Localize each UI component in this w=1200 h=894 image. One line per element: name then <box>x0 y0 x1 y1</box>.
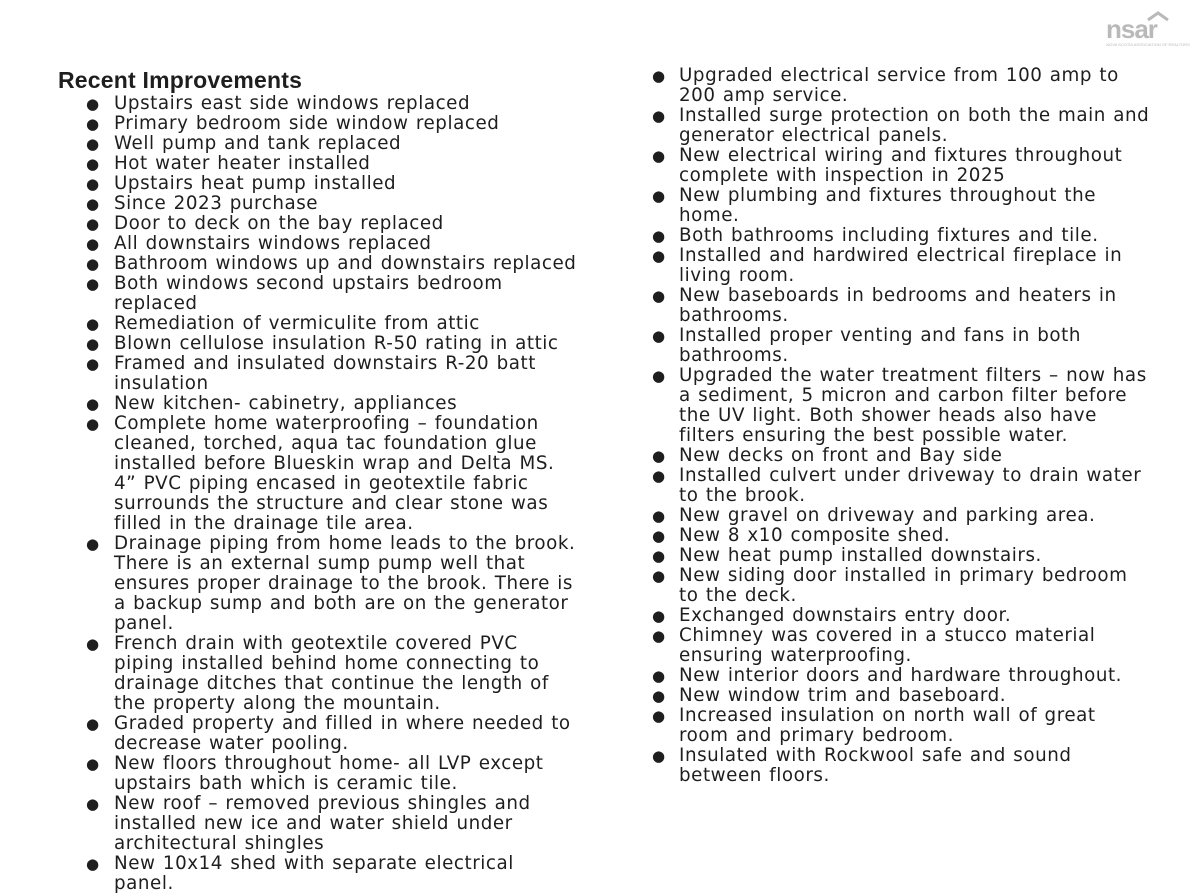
list-item-text: New interior doors and hardware throughout. <box>679 665 1123 686</box>
bullet-icon: ● <box>86 315 100 333</box>
list-item <box>58 234 578 254</box>
list-item-text: Both windows second upstairs bedroom replaced <box>114 273 503 314</box>
logo-wordmark: nsar <box>1106 14 1157 44</box>
list-item-text: Both bathrooms including fixtures and tile. <box>679 225 1099 246</box>
list-item <box>652 186 1152 226</box>
bullet-icon: ● <box>86 255 100 273</box>
bullet-icon: ● <box>652 667 666 685</box>
list-item-text: Framed and insulated downstairs R-20 batt insulation <box>114 353 536 394</box>
list-item <box>58 154 578 174</box>
bullet-icon: ● <box>652 547 666 565</box>
list-item-text: Installed surge protection on both the main and generator electrical panels. <box>679 105 1150 146</box>
page-title: Recent Improvements <box>58 67 303 93</box>
list-item <box>652 366 1152 446</box>
list-item-text: Installed and hardwired electrical fireplace in living room. <box>679 245 1123 286</box>
left-column <box>58 66 578 894</box>
bullet-icon: ● <box>86 855 100 873</box>
list-item <box>652 706 1152 746</box>
bullet-icon: ● <box>652 507 666 525</box>
bullet-icon: ● <box>652 67 666 85</box>
bullet-icon: ● <box>86 115 100 133</box>
list-item <box>58 854 578 894</box>
bullet-icon: ● <box>86 795 100 813</box>
list-item-text: Blown cellulose insulation R-50 rating in attic <box>114 333 559 354</box>
bullet-icon: ● <box>652 187 666 205</box>
bullet-icon: ● <box>86 635 100 653</box>
bullet-icon: ● <box>86 395 100 413</box>
bullet-icon: ● <box>652 287 666 305</box>
list-item-text: Installed culvert under driveway to drain water to the brook. <box>679 465 1142 506</box>
list-item-text: Primary bedroom side window replaced <box>114 113 500 134</box>
bullet-icon: ● <box>652 227 666 245</box>
list-item <box>58 114 578 134</box>
list-item <box>652 686 1152 706</box>
list-item-text: Upstairs heat pump installed <box>114 173 397 194</box>
bullet-icon: ● <box>86 535 100 553</box>
list-item <box>58 94 578 114</box>
bullet-icon: ● <box>652 467 666 485</box>
list-item <box>58 194 578 214</box>
list-item <box>652 466 1152 506</box>
bullet-icon: ● <box>652 327 666 345</box>
bullet-icon: ● <box>86 135 100 153</box>
list-item-text: Upgraded electrical service from 100 amp to 200 amp service. <box>679 65 1119 106</box>
list-item <box>652 326 1152 366</box>
list-item <box>652 246 1152 286</box>
list-item-text: New floors throughout home- all LVP except upstairs bath which is ceramic tile. <box>114 753 544 794</box>
list-item <box>58 214 578 234</box>
bullet-icon: ● <box>86 355 100 373</box>
list-item <box>58 254 578 274</box>
list-item-text: French drain with geotextile covered PVC piping installed behind home connecting to drainage ditches that continue the length of the property along the mountain. <box>114 633 549 714</box>
list-item <box>652 546 1152 566</box>
list-item <box>58 714 578 754</box>
improvements-list-right <box>652 66 1152 786</box>
list-item-text: Graded property and filled in where needed to decrease water pooling. <box>114 713 571 754</box>
list-item-text: New gravel on driveway and parking area. <box>679 505 1096 526</box>
list-item <box>58 414 578 534</box>
list-item-text: New plumbing and fixtures throughout the home. <box>679 185 1097 226</box>
bullet-icon: ● <box>86 335 100 353</box>
list-item-text: Well pump and tank replaced <box>114 133 402 154</box>
bullet-icon: ● <box>86 95 100 113</box>
bullet-icon: ● <box>652 107 666 125</box>
list-item-text: Upgraded the water treatment filters – now has a sediment, 5 micron and carbon filter before the UV light. Both shower heads also have filters ensuring the best possible water. <box>679 365 1147 446</box>
list-item <box>652 666 1152 686</box>
list-item <box>58 174 578 194</box>
list-item <box>58 534 578 634</box>
list-item <box>58 134 578 154</box>
list-item <box>58 334 578 354</box>
list-item <box>58 394 578 414</box>
list-item <box>652 66 1152 106</box>
list-item <box>652 106 1152 146</box>
right-column <box>652 66 1152 786</box>
list-item <box>652 146 1152 186</box>
bullet-icon: ● <box>86 175 100 193</box>
bullet-icon: ● <box>86 155 100 173</box>
list-item <box>652 526 1152 546</box>
bullet-icon: ● <box>652 247 666 265</box>
bullet-icon: ● <box>86 415 100 433</box>
bullet-icon: ● <box>86 195 100 213</box>
list-item-text: New decks on front and Bay side <box>679 445 1003 466</box>
bullet-icon: ● <box>652 567 666 585</box>
logo-caption: NOVA SCOTIA ASSOCIATION OF REALTORS <box>1106 42 1190 47</box>
list-item <box>58 274 578 314</box>
list-item <box>58 634 578 714</box>
list-item-text: Installed proper venting and fans in both bathrooms. <box>679 325 1082 366</box>
list-item-text: Complete home waterproofing – foundation cleaned, torched, aqua tac foundation glue installed before Blueskin wrap and Delta MS. 4” PVC piping encased in geotextile fabric surrounds the structure and clear stone was filled in the drainage tile area. <box>114 413 555 534</box>
list-item <box>652 446 1152 466</box>
list-item-text: Upstairs east side windows replaced <box>114 93 471 114</box>
bullet-icon: ● <box>652 707 666 725</box>
list-item-text: Door to deck on the bay replaced <box>114 213 444 234</box>
list-item-text: Hot water heater installed <box>114 153 371 174</box>
bullet-icon: ● <box>86 275 100 293</box>
list-item-text: New 10x14 shed with separate electrical panel. <box>114 853 514 894</box>
list-item <box>652 566 1152 606</box>
list-item-text: Insulated with Rockwool safe and sound between floors. <box>679 745 1072 786</box>
bullet-icon: ● <box>652 527 666 545</box>
bullet-icon: ● <box>652 747 666 765</box>
bullet-icon: ● <box>652 607 666 625</box>
list-item <box>58 754 578 794</box>
improvements-list-left <box>58 94 578 894</box>
list-item-text: New electrical wiring and fixtures throughout complete with inspection in 2025 <box>679 145 1123 186</box>
list-item-text: New baseboards in bedrooms and heaters in bathrooms. <box>679 285 1117 326</box>
list-item-text: Exchanged downstairs entry door. <box>679 605 1012 626</box>
list-item-text: New 8 x10 composite shed. <box>679 525 951 546</box>
bullet-icon: ● <box>652 147 666 165</box>
list-item <box>652 226 1152 246</box>
list-item-text: Drainage piping from home leads to the brook. There is an external sump pump well that ensures proper drainage to the brook. There is a backup sump and both are on the generator panel. <box>114 533 576 634</box>
list-item <box>652 626 1152 666</box>
list-item-text: Remediation of vermiculite from attic <box>114 313 480 334</box>
list-item-text: New kitchen- cabinetry, appliances <box>114 393 458 414</box>
bullet-icon: ● <box>86 215 100 233</box>
list-item <box>652 286 1152 326</box>
list-item <box>652 506 1152 526</box>
bullet-icon: ● <box>652 447 666 465</box>
list-item-text: Chimney was covered in a stucco material ensuring waterproofing. <box>679 625 1096 666</box>
list-item <box>58 314 578 334</box>
bullet-icon: ● <box>86 755 100 773</box>
list-item-text: New heat pump installed downstairs. <box>679 545 1042 566</box>
list-item <box>58 354 578 394</box>
list-item-text: Increased insulation on north wall of great room and primary bedroom. <box>679 705 1096 746</box>
list-item-text: All downstairs windows replaced <box>114 233 432 254</box>
list-item-text: New window trim and baseboard. <box>679 685 1007 706</box>
list-item <box>58 794 578 854</box>
bullet-icon: ● <box>86 235 100 253</box>
list-item-text: New siding door installed in primary bedroom to the deck. <box>679 565 1128 606</box>
list-item-text: Since 2023 purchase <box>114 193 319 214</box>
nsar-logo <box>1104 12 1192 54</box>
bullet-icon: ● <box>652 627 666 645</box>
list-item-text: New roof – removed previous shingles and installed new ice and water shield under architectural shingles <box>114 793 531 854</box>
bullet-icon: ● <box>86 715 100 733</box>
bullet-icon: ● <box>652 687 666 705</box>
bullet-icon: ● <box>652 367 666 385</box>
list-item-text: Bathroom windows up and downstairs replaced <box>114 253 577 274</box>
list-item <box>652 606 1152 626</box>
list-item <box>652 746 1152 786</box>
